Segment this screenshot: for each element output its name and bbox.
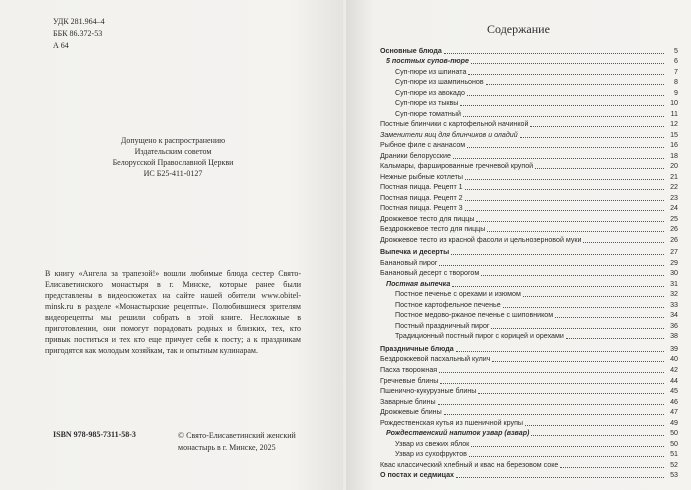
toc-entry-page: 34 — [670, 311, 678, 320]
toc-leader-dots — [525, 425, 664, 426]
toc-leader-dots — [439, 372, 664, 373]
toc-entry-title: Праздничные блюда — [380, 344, 454, 353]
toc-entry-page: 26 — [670, 225, 678, 234]
isbn: ISBN 978-985-7311-58-3 — [53, 430, 136, 439]
toc-entry-title: Гречневые блины — [380, 376, 439, 385]
book-description: В книгу «Ангела за трапезой!» вошли любимые блюда сестер Свято-Елисаветинского монастыря в г. Минске, которые ранее были представлены в видеосюжетах на сайте нашей обители www.obitel-minsk.ru в разделе «Монастырские рецепты». Полюбившиеся зрителям видеорецепты мы решили собрать в этой книге. Несложные в приготовлении, они помогут порадовать родных и близких, тех, кто привык поститься и тех кто еще причует себя к посту; а к праздникам пригодятся как молодым хозяйкам, так и опытным кулинарам. — [45, 269, 301, 355]
toc-entry-page: 49 — [670, 418, 678, 427]
toc-entry-page: 45 — [670, 387, 678, 396]
toc-entry-page: 10 — [670, 99, 678, 108]
toc-entry-title: Постные блинчики с картофельной начинкой — [380, 120, 529, 129]
copyright-line: © Свято-Елисаветинский женский — [178, 431, 296, 440]
toc-leader-dots — [463, 116, 664, 117]
toc-entry-title: Пасха творожная — [380, 365, 438, 374]
toc-entry — [380, 203, 678, 214]
toc-entry — [380, 375, 678, 386]
toc-entry-page: 7 — [674, 67, 678, 76]
toc-entry — [380, 98, 678, 109]
toc-entry-page: 18 — [670, 151, 678, 160]
toc-entry-title: Суп-пюре из шампиньонов — [395, 78, 484, 87]
toc-entry-title: Рыбное филе с ананасом — [380, 141, 466, 150]
toc-entry — [380, 182, 678, 193]
toc-entry — [380, 56, 678, 67]
toc-leader-dots — [465, 189, 664, 190]
toc-leader-dots — [440, 383, 664, 384]
toc-entry-title: Дрожжевое тесто для пиццы — [380, 214, 475, 223]
approval-line: Издательским советом — [134, 147, 212, 156]
toc-entry — [380, 438, 678, 449]
toc-entry-page: 12 — [670, 120, 678, 129]
toc-title: Содержание — [487, 22, 550, 36]
toc-entry-page: 33 — [670, 300, 678, 309]
toc-leader-dots — [471, 446, 664, 447]
toc-leader-dots — [486, 84, 664, 85]
toc-entry-title: Дрожжевое тесто из красной фасоли и цельнозерновой муки — [380, 235, 582, 244]
toc-leader-dots — [491, 328, 664, 329]
toc-leader-dots — [520, 137, 664, 138]
toc-leader-dots — [468, 74, 664, 75]
udk-code: УДК 281.964–4 — [53, 17, 105, 26]
toc-entry-page: 50 — [670, 439, 678, 448]
toc-entry-title: Кальмары, фаршированные гречневой крупой — [380, 162, 534, 171]
toc-entry — [380, 396, 678, 407]
toc-entry-page: 27 — [670, 248, 678, 257]
toc-entry-title: Основные блюда — [380, 46, 442, 55]
toc-entry — [380, 417, 678, 428]
toc-entry-title: Рождественская кутья из пшеничной крупы — [380, 418, 524, 427]
toc-entry-title: Постное медово-ржаное печенье с шиповником — [395, 311, 554, 320]
toc-entry-title: Заварные блины — [380, 397, 436, 406]
toc-entry-title: Бездрожжевой пасхальный кулич — [380, 355, 491, 364]
toc-entry-page: 16 — [670, 141, 678, 150]
toc-leader-dots — [503, 307, 664, 308]
toc-leader-dots — [530, 126, 664, 127]
toc-entry-page: 40 — [670, 355, 678, 364]
toc-entry-page: 8 — [674, 78, 678, 87]
toc-entry-title: Рождественский напиток узвар (взвар) — [386, 429, 530, 438]
toc-leader-dots — [535, 168, 664, 169]
toc-entry-title: Узвар из сухофруктов — [395, 450, 467, 459]
toc-entry-title: Традиционный постный пирог с корицей и орехами — [395, 332, 564, 341]
toc-entry — [380, 407, 678, 418]
toc-entry — [380, 354, 678, 365]
toc-entry — [380, 224, 678, 235]
toc-entry-title: Драники белорусские — [380, 151, 451, 160]
toc-entry-title: Постное печенье с орехами и изюмом — [395, 290, 521, 299]
toc-leader-dots — [566, 338, 664, 339]
toc-leader-dots — [465, 200, 664, 201]
toc-entry — [380, 192, 678, 203]
toc-entry — [380, 343, 678, 354]
toc-entry — [380, 108, 678, 119]
toc-entry — [380, 278, 678, 289]
toc-entry-page: 47 — [670, 408, 678, 417]
toc-entry — [380, 213, 678, 224]
toc-entry-page: 21 — [670, 172, 678, 181]
toc-entry-title: Заменители яиц для блинчиков и оладий — [380, 130, 518, 139]
toc-entry-page: 25 — [670, 214, 678, 223]
toc-entry-title: Постное картофельное печенье — [395, 300, 501, 309]
toc-leader-dots — [444, 414, 664, 415]
toc-entry-page: 36 — [670, 321, 678, 330]
copyright-line: монастырь в г. Минске, 2025 — [178, 443, 276, 452]
toc-leader-dots — [467, 95, 664, 96]
toc-leader-dots — [456, 351, 664, 352]
toc-entry-page: 6 — [674, 57, 678, 66]
toc-entry-title: Суп-пюре из тыквы — [395, 99, 459, 108]
toc-entry-page: 32 — [670, 290, 678, 299]
toc-entry-title: Бездрожжевое тесто для пиццы — [380, 225, 486, 234]
toc-leader-dots — [471, 63, 664, 64]
approval-line: Допущено к распространению — [120, 136, 226, 145]
toc-leader-dots — [478, 393, 664, 394]
toc-entry-page: 11 — [670, 109, 678, 118]
toc-entry-page: 44 — [670, 376, 678, 385]
left-page — [0, 0, 343, 490]
toc-leader-dots — [476, 221, 664, 222]
toc-entry-title: Суп-пюре из шпината — [395, 67, 467, 76]
toc-leader-dots — [456, 477, 664, 478]
toc-leader-dots — [451, 254, 664, 255]
toc-entry-title: Постная выпечка — [386, 279, 451, 288]
approval-line: Белорусской Православной Церкви — [112, 158, 234, 167]
toc-entry-page: 50 — [670, 429, 678, 438]
approval-line: ИС Б25-411-0127 — [143, 169, 203, 178]
toc-entry — [380, 77, 678, 88]
toc-entry-page: 26 — [670, 235, 678, 244]
toc-entry — [380, 45, 678, 56]
toc-leader-dots — [492, 361, 664, 362]
toc-entry-page: 9 — [674, 88, 678, 97]
toc-entry-title: О постах и седмицах — [380, 471, 454, 480]
toc-entry-title: 5 постных супов-пюре — [386, 57, 469, 66]
bbk-code: ББК 86.372-53 — [53, 29, 103, 38]
toc-entry-title: Квас классический хлебный и квас на березовом соке — [380, 460, 559, 469]
toc-entry-title: Постный праздничный пирог — [395, 321, 490, 330]
toc-entry-title: Пшенично-кукурузные блины — [380, 387, 477, 396]
toc-entry-page: 52 — [670, 460, 678, 469]
toc-leader-dots — [555, 317, 664, 318]
toc-entry-page: 5 — [674, 46, 678, 55]
toc-entry-title: Постная пицца. Рецепт 3 — [380, 204, 463, 213]
toc-entry-page: 22 — [670, 183, 678, 192]
toc-entry-page: 39 — [670, 344, 678, 353]
toc-entry — [380, 129, 678, 140]
toc-entry — [380, 234, 678, 245]
toc-entry — [380, 257, 678, 268]
toc-entry-page: 23 — [670, 193, 678, 202]
toc-entry — [380, 331, 678, 342]
toc-leader-dots — [453, 158, 664, 159]
toc-entry-title: Узвар из свежих яблок — [395, 439, 470, 448]
toc-entry — [380, 268, 678, 279]
toc-leader-dots — [531, 435, 664, 436]
toc-leader-dots — [452, 286, 664, 287]
toc-entry — [380, 161, 678, 172]
toc-leader-dots — [460, 105, 664, 106]
copyright — [178, 430, 338, 454]
toc-entry-title: Выпечка и десерты — [380, 248, 450, 257]
toc-entry — [380, 299, 678, 310]
toc-entry-page: 15 — [670, 130, 678, 139]
toc-leader-dots — [444, 53, 664, 54]
toc-leader-dots — [439, 265, 664, 266]
toc-leader-dots — [583, 242, 664, 243]
toc-entry — [380, 171, 678, 182]
toc-entry-page: 29 — [670, 258, 678, 267]
toc-leader-dots — [523, 296, 664, 297]
toc-entry — [380, 386, 678, 397]
toc-entry-page: 31 — [670, 279, 678, 288]
toc-leader-dots — [487, 231, 664, 232]
toc-entry-page: 24 — [670, 204, 678, 213]
toc-entry-title: Суп-пюре томатный — [395, 109, 461, 118]
toc-entry-page: 38 — [670, 332, 678, 341]
right-page — [346, 0, 691, 490]
table-of-contents — [380, 45, 678, 480]
toc-entry-title: Постная пицца. Рецепт 1 — [380, 183, 463, 192]
toc-entry — [380, 140, 678, 151]
classification-codes — [53, 16, 105, 52]
toc-leader-dots — [465, 179, 664, 180]
toc-entry — [380, 320, 678, 331]
toc-entry — [380, 119, 678, 130]
toc-leader-dots — [560, 467, 664, 468]
toc-entry — [380, 66, 678, 77]
toc-entry-page: 51 — [670, 450, 678, 459]
toc-leader-dots — [438, 404, 664, 405]
toc-entry — [380, 428, 678, 439]
toc-leader-dots — [469, 456, 664, 457]
toc-entry — [380, 364, 678, 375]
toc-entry — [380, 459, 678, 470]
toc-entry — [380, 87, 678, 98]
toc-entry-page: 20 — [670, 162, 678, 171]
toc-entry — [380, 470, 678, 481]
toc-entry — [380, 449, 678, 460]
toc-entry-title: Постная пицца. Рецепт 2 — [380, 193, 463, 202]
toc-leader-dots — [481, 275, 664, 276]
toc-entry-title: Суп-пюре из авокадо — [395, 88, 465, 97]
toc-entry-page: 42 — [670, 365, 678, 374]
toc-entry-page: 30 — [670, 269, 678, 278]
approval-block — [108, 135, 238, 179]
toc-entry — [380, 150, 678, 161]
toc-entry-title: Дрожжевые блины — [380, 408, 442, 417]
toc-entry-page: 46 — [670, 397, 678, 406]
toc-entry-page: 53 — [670, 471, 678, 480]
toc-entry-title: Банановый пирог — [380, 258, 438, 267]
toc-entry — [380, 310, 678, 321]
toc-leader-dots — [465, 210, 664, 211]
toc-entry-title: Нежные рыбные котлеты — [380, 172, 463, 181]
toc-entry-title: Банановый десерт с творогом — [380, 269, 480, 278]
toc-leader-dots — [467, 147, 664, 148]
toc-entry — [380, 247, 678, 258]
author-mark: А 64 — [53, 41, 69, 50]
toc-entry — [380, 289, 678, 300]
